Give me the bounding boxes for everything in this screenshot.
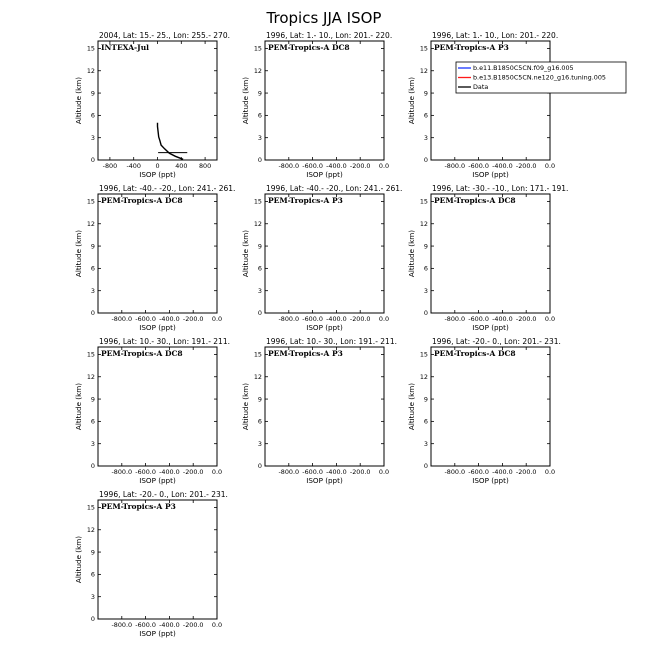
x-tick-label: 0.0: [378, 162, 390, 170]
x-tick-label: -400.0: [159, 315, 180, 323]
y-tick-label: 12: [86, 219, 95, 228]
x-tick-label: -200.0: [349, 315, 371, 323]
x-axis-label: ISOP (ppt): [306, 170, 343, 179]
y-tick-label: 0: [423, 309, 428, 318]
y-axis-label: Altitude (km): [74, 229, 83, 278]
y-tick-label: 3: [257, 439, 262, 448]
y-tick-label: 3: [90, 439, 95, 448]
plot-frame: [98, 347, 217, 466]
panel-label: PEM-Tropics-A DC8: [101, 349, 183, 358]
y-tick-label: 12: [86, 525, 95, 534]
x-tick-label: -400.0: [326, 468, 347, 476]
chart-panel: [407, 337, 561, 485]
panel-label: PEM-Tropics-A DC8: [268, 43, 350, 52]
chart-panel: [407, 184, 568, 332]
x-tick-label: 0: [155, 162, 160, 170]
plot-frame: [265, 347, 384, 466]
x-tick-label: 800: [198, 162, 212, 170]
y-tick-label: 6: [90, 264, 95, 273]
x-tick-label: -400.0: [326, 162, 347, 170]
x-tick-label: -800: [102, 162, 118, 170]
y-tick-label: 9: [257, 89, 262, 98]
y-tick-label: 12: [253, 372, 262, 381]
y-tick-label: 9: [257, 395, 262, 404]
x-tick-label: -200.0: [182, 468, 204, 476]
y-tick-label: 15: [86, 44, 95, 53]
y-tick-label: 15: [86, 503, 95, 512]
x-tick-label: -200.0: [349, 468, 371, 476]
y-tick-label: 9: [423, 242, 428, 251]
plot-frame: [265, 41, 384, 160]
x-axis-label: ISOP (ppt): [306, 476, 343, 485]
x-tick-label: -800.0: [444, 315, 466, 323]
plot-frame: [431, 194, 550, 313]
x-axis-label: ISOP (ppt): [472, 476, 509, 485]
y-tick-label: 15: [419, 197, 428, 206]
chart-panel: [241, 31, 392, 179]
x-tick-label: -200.0: [182, 315, 204, 323]
x-tick-label: -800.0: [111, 315, 133, 323]
y-tick-label: 6: [423, 111, 428, 120]
y-tick-label: 6: [423, 264, 428, 273]
panel-header: 1996, Lat: -20.- 0., Lon: 201.- 231.: [432, 337, 561, 346]
y-tick-label: 6: [90, 570, 95, 579]
panel-label: PEM-Tropics-A P3: [434, 43, 509, 52]
panel-label: PEM-Tropics-A DC8: [434, 196, 516, 205]
chart-panel: [74, 490, 228, 638]
y-tick-label: 3: [90, 133, 95, 142]
panel-header: 1996, Lat: -40.- -20., Lon: 241.- 261.: [99, 184, 236, 193]
y-tick-label: 6: [257, 417, 262, 426]
panel-header: 1996, Lat: -30.- -10., Lon: 171.- 191.: [432, 184, 569, 193]
x-tick-label: -600.0: [468, 468, 489, 476]
y-tick-label: 3: [423, 286, 428, 295]
panel-label: PEM-Tropics-A DC8: [101, 196, 183, 205]
y-tick-label: 6: [90, 417, 95, 426]
x-axis-label: ISOP (ppt): [139, 629, 176, 638]
x-tick-label: 0.0: [211, 621, 223, 629]
y-tick-label: 3: [90, 286, 95, 295]
y-tick-label: 9: [257, 242, 262, 251]
chart-panel: [407, 31, 558, 179]
plot-frame: [265, 194, 384, 313]
panel-label: INTEXA-Jul: [101, 43, 149, 52]
y-axis-label: Altitude (km): [74, 76, 83, 125]
y-axis-label: Altitude (km): [241, 382, 250, 431]
x-tick-label: -400.0: [492, 162, 513, 170]
x-axis-label: ISOP (ppt): [472, 170, 509, 179]
chart-panel: [74, 337, 230, 485]
y-axis-label: Altitude (km): [407, 229, 416, 278]
y-tick-label: 15: [253, 44, 262, 53]
y-tick-label: 3: [90, 592, 95, 601]
y-tick-label: 15: [419, 44, 428, 53]
plot-frame: [98, 41, 217, 160]
y-tick-label: 12: [419, 66, 428, 75]
y-tick-label: 3: [257, 133, 262, 142]
x-tick-label: -600.0: [468, 315, 489, 323]
panel-header: 1996, Lat: -20.- 0., Lon: 201.- 231.: [99, 490, 228, 499]
y-tick-label: 9: [90, 395, 95, 404]
panel-header: 1996, Lat: 1.- 10., Lon: 201.- 220.: [432, 31, 559, 40]
y-tick-label: 3: [423, 133, 428, 142]
x-tick-label: -400: [126, 162, 141, 170]
y-axis-label: Altitude (km): [407, 76, 416, 125]
x-tick-label: 0.0: [211, 315, 223, 323]
x-tick-label: -600.0: [135, 468, 156, 476]
y-axis-label: Altitude (km): [74, 535, 83, 584]
y-tick-label: 0: [257, 462, 262, 471]
legend-label: b.e11.B1850C5CN.f09_g16.005: [473, 64, 574, 73]
x-tick-label: -200.0: [515, 468, 537, 476]
y-axis-label: Altitude (km): [74, 382, 83, 431]
x-tick-label: 0.0: [544, 315, 556, 323]
chart-panel: [74, 31, 230, 179]
y-tick-label: 12: [419, 219, 428, 228]
legend: [456, 62, 626, 93]
x-tick-label: -400.0: [492, 315, 513, 323]
y-tick-label: 0: [90, 462, 95, 471]
x-tick-label: -600.0: [135, 315, 156, 323]
y-tick-label: 15: [253, 350, 262, 359]
panel-label: PEM-Tropics-A DC8: [434, 349, 516, 358]
y-tick-label: 6: [257, 111, 262, 120]
y-tick-label: 15: [419, 350, 428, 359]
x-tick-label: 0.0: [211, 468, 223, 476]
x-tick-label: -800.0: [111, 468, 133, 476]
x-tick-label: -600.0: [302, 315, 323, 323]
chart-panel: [241, 337, 397, 485]
x-tick-label: -200.0: [515, 162, 537, 170]
y-tick-label: 6: [257, 264, 262, 273]
x-tick-label: -800.0: [278, 315, 300, 323]
y-tick-label: 0: [257, 309, 262, 318]
x-tick-label: -400.0: [492, 468, 513, 476]
y-tick-label: 3: [257, 286, 262, 295]
x-tick-label: -800.0: [111, 621, 133, 629]
y-tick-label: 0: [257, 156, 262, 165]
legend-label: Data: [473, 83, 489, 92]
chart-panel: [241, 184, 402, 332]
y-tick-label: 12: [419, 372, 428, 381]
x-axis-label: ISOP (ppt): [306, 323, 343, 332]
x-tick-label: -200.0: [515, 315, 537, 323]
panel-header: 1996, Lat: -40.- -20., Lon: 241.- 261.: [266, 184, 403, 193]
x-tick-label: -400.0: [326, 315, 347, 323]
chart-panel: [74, 184, 235, 332]
panel-header: 1996, Lat: 10.- 30., Lon: 191.- 211.: [99, 337, 230, 346]
x-tick-label: -200.0: [349, 162, 371, 170]
y-tick-label: 9: [90, 548, 95, 557]
y-tick-label: 12: [86, 66, 95, 75]
x-axis-label: ISOP (ppt): [472, 323, 509, 332]
x-axis-label: ISOP (ppt): [139, 323, 176, 332]
plot-frame: [431, 347, 550, 466]
y-tick-label: 6: [90, 111, 95, 120]
y-axis-label: Altitude (km): [241, 229, 250, 278]
y-tick-label: 3: [423, 439, 428, 448]
x-tick-label: -600.0: [135, 621, 156, 629]
x-tick-label: -800.0: [444, 162, 466, 170]
y-tick-label: 15: [253, 197, 262, 206]
x-tick-label: 0.0: [378, 315, 390, 323]
y-tick-label: 0: [90, 309, 95, 318]
y-tick-label: 9: [423, 395, 428, 404]
x-tick-label: 400: [175, 162, 188, 170]
x-tick-label: -600.0: [302, 468, 323, 476]
x-axis-label: ISOP (ppt): [139, 476, 176, 485]
panel-label: PEM-Tropics-A P3: [268, 196, 343, 205]
x-tick-label: -800.0: [444, 468, 466, 476]
y-tick-label: 12: [86, 372, 95, 381]
x-tick-label: -400.0: [159, 621, 180, 629]
x-tick-label: -600.0: [302, 162, 323, 170]
y-tick-label: 0: [90, 156, 95, 165]
panel-label: PEM-Tropics-A P3: [101, 502, 176, 511]
x-tick-label: -400.0: [159, 468, 180, 476]
x-axis-label: ISOP (ppt): [139, 170, 176, 179]
y-tick-label: 15: [86, 197, 95, 206]
y-tick-label: 12: [253, 219, 262, 228]
panel-header: 1996, Lat: 1.- 10., Lon: 201.- 220.: [266, 31, 393, 40]
plot-frame: [98, 194, 217, 313]
panel-header: 2004, Lat: 15.- 25., Lon: 255.- 270.: [99, 31, 230, 40]
x-tick-label: 0.0: [378, 468, 390, 476]
page-title: Tropics JJA ISOP: [266, 9, 382, 27]
y-tick-label: 9: [423, 89, 428, 98]
x-tick-label: 0.0: [544, 162, 556, 170]
plot-frame: [98, 500, 217, 619]
plot-frame: [431, 41, 550, 160]
legend-label: b.e13.B1850C5CN.ne120_g16.tuning.005: [473, 73, 606, 82]
y-tick-label: 12: [253, 66, 262, 75]
y-tick-label: 15: [86, 350, 95, 359]
y-tick-label: 9: [90, 89, 95, 98]
y-tick-label: 0: [423, 156, 428, 165]
y-tick-label: 9: [90, 242, 95, 251]
panels: [74, 31, 568, 638]
y-axis-label: Altitude (km): [407, 382, 416, 431]
y-axis-label: Altitude (km): [241, 76, 250, 125]
x-tick-label: -600.0: [468, 162, 489, 170]
panel-label: PEM-Tropics-A P3: [268, 349, 343, 358]
y-tick-label: 0: [90, 615, 95, 624]
y-tick-label: 6: [423, 417, 428, 426]
series-line-data: [158, 123, 184, 160]
panel-header: 1996, Lat: 10.- 30., Lon: 191.- 211.: [266, 337, 397, 346]
x-tick-label: -800.0: [278, 468, 300, 476]
y-tick-label: 0: [423, 462, 428, 471]
x-tick-label: 0.0: [544, 468, 556, 476]
x-tick-label: -800.0: [278, 162, 300, 170]
x-tick-label: -200.0: [182, 621, 204, 629]
